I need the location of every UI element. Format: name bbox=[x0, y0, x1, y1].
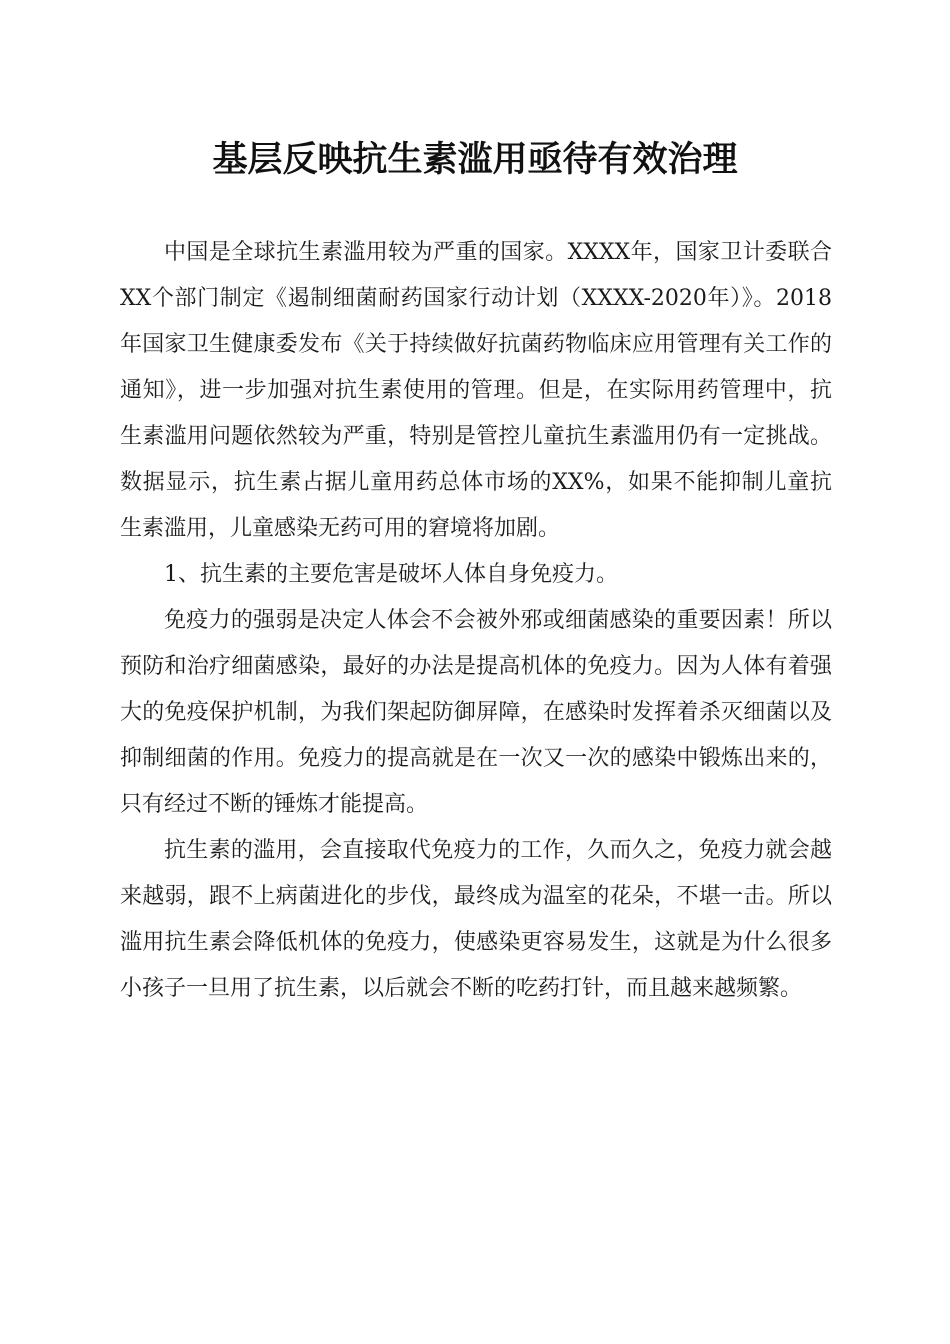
document-title: 基层反映抗生素滥用亟待有效治理 bbox=[212, 139, 738, 180]
document-body bbox=[120, 230, 832, 1012]
paragraph-immunity: 免疫力的强弱是决定人体会不会被外邪或细菌感染的重要因素！所以预防和治疗细菌感染，最好的办法是提高机体的免疫力。因为人体有着强大的免疫保护机制，为我们架起防御屏障，在感染时发挥着杀灭细菌以及抑制细菌的作用。免疫力的提高就是在一次又一次的感染中锻炼出来的，只有经过不断的锤炼才能提高。 bbox=[120, 608, 832, 817]
paragraph-heading-1: 1、抗生素的主要危害是破坏人体自身免疫力。 bbox=[164, 562, 618, 587]
paragraph-intro: 中国是全球抗生素滥用较为严重的国家。XXXX年，国家卫计委联合XX个部门制定《遏制细菌耐药国家行动计划（XXXX-2020年）》。2018年国家卫生健康委发布《关于持续做好抗菌药物临床应用管理有关工作的通知》，进一步加强对抗生素使用的管理。但是，在实际用药管理中，抗生素滥用问题依然较为严重，特别是管控儿童抗生素滥用仍有一定挑战。数据显示，抗生素占据儿童用药总体市场的XX%，如果不能抑制儿童抗生素滥用，儿童感染无药可用的窘境将加剧。 bbox=[120, 240, 832, 541]
paragraph-abuse-effects: 抗生素的滥用，会直接取代免疫力的工作，久而久之，免疫力就会越来越弱，跟不上病菌进化的步伐，最终成为温室的花朵，不堪一击。所以滥用抗生素会降低机体的免疫力，使感染更容易发生，这就是为什么很多小孩子一旦用了抗生素，以后就会不断的吃药打针，而且越来越频繁。 bbox=[120, 838, 832, 1001]
